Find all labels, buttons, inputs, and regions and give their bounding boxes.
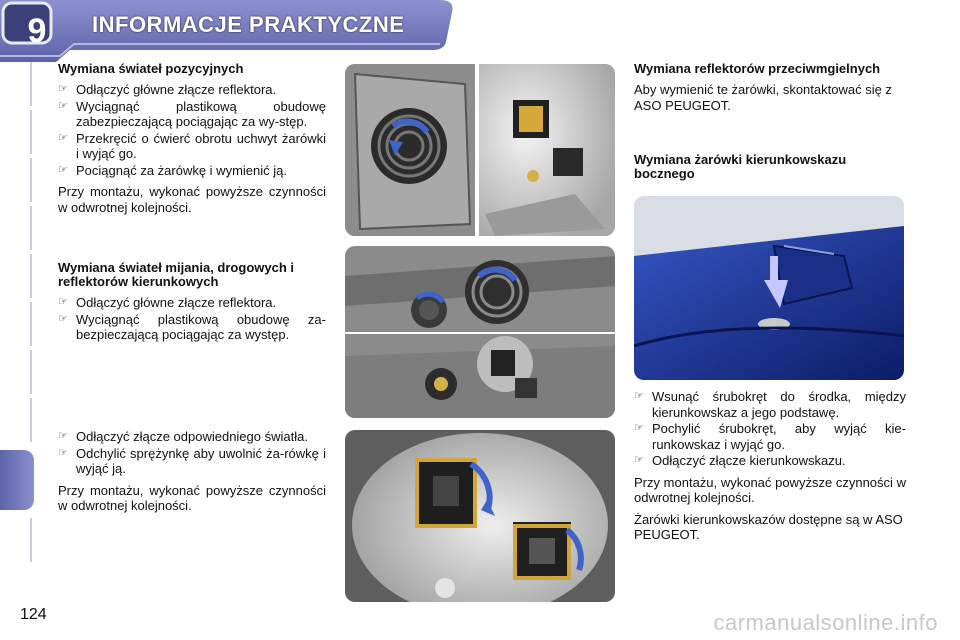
photo-headlamp-bulb-covers — [345, 246, 615, 418]
pointing-hand-icon: ☞ — [634, 422, 644, 434]
chapter-number: 9 — [27, 12, 47, 50]
list-item: ☞ Odłączyć złącze odpowiedniego światła. — [58, 429, 308, 444]
watermark: carmanualsonline.info — [713, 610, 938, 635]
chapter-tab-active[interactable] — [0, 450, 34, 510]
pointing-hand-icon: ☞ — [58, 446, 68, 459]
chapter-tab[interactable] — [0, 62, 32, 106]
photo-headlamp-rear — [345, 64, 615, 236]
list-item: ☞ Wsunąć śrubokręt do środka, między kierunkowskaz a jego podstawę. — [634, 389, 906, 420]
chapter-tab[interactable] — [0, 110, 32, 154]
fog-lamps-text: Aby wymienić te żarówki, skontaktować się z ASO PEUGEOT. — [634, 82, 892, 113]
column-right — [634, 62, 906, 187]
chapter-tab[interactable] — [0, 350, 32, 394]
pointing-hand-icon: ☞ — [58, 131, 68, 144]
column-right-lower — [634, 389, 906, 549]
list-item: ☞ Odłączyć złącze kierunkowskazu. — [634, 453, 846, 468]
column-left-lower — [58, 429, 326, 520]
section-heading-dipped-main-beam: Wymiana świateł mijania, drogowych i reflektorów kierunkowych — [58, 260, 294, 289]
list-item: ☞ Pochylić śrubokręt, aby wyjąć kie-runkowskaz i wyjąć go. — [634, 421, 906, 452]
pointing-hand-icon: ☞ — [634, 454, 644, 466]
photo-headlamp-bulb-springs — [345, 430, 615, 602]
list-item: ☞ Pociągnąć za żarówkę i wymienić ją. — [58, 162, 287, 178]
pointing-hand-icon: ☞ — [58, 296, 68, 308]
section-heading-side-indicator: Wymiana żarówki kierunkowskazu bocznego — [634, 152, 847, 181]
section-heading-fog-lamps: Wymiana reflektorów przeciwmgielnych — [634, 61, 881, 76]
list-item: ☞ Wyciągnąć plastikową obudowę zabezpieczającą pociągając za wy-stęp. — [58, 98, 326, 129]
pointing-hand-icon: ☞ — [58, 99, 68, 112]
note-reassembly: Przy montażu, wykonać powyższe czynności w odwrotnej kolejności. — [634, 474, 906, 505]
note-reassembly: Przy montażu, wykonać powyższe czynności w odwrotnej kolejności. — [58, 482, 326, 513]
list-item: ☞ Odchylić sprężynkę aby uwolnić ża-rówkę i wyjąć ją. — [58, 445, 326, 476]
pointing-hand-icon: ☞ — [58, 163, 68, 176]
pointing-hand-icon: ☞ — [58, 312, 68, 325]
steps-position-lights — [58, 82, 326, 178]
chapter-tab[interactable] — [0, 158, 32, 202]
header-bar — [0, 0, 960, 62]
photo-side-indicator-mirror — [634, 196, 904, 380]
page-number: 124 — [20, 606, 47, 623]
chapter-tab[interactable] — [0, 302, 32, 346]
section-heading-position-lights: Wymiana świateł pozycyjnych — [58, 61, 244, 76]
chapter-tab[interactable] — [0, 518, 32, 562]
steps-bulb-removal — [58, 429, 326, 477]
chapter-tabs — [0, 62, 34, 582]
note-reassembly: Przy montażu, wykonać powyższe czynności w odwrotnej kolejności. — [58, 184, 326, 215]
chapter-tab[interactable] — [0, 254, 32, 298]
pointing-hand-icon: ☞ — [58, 430, 68, 442]
column-left — [58, 62, 326, 349]
list-item: ☞ Wyciągnąć plastikową obudowę za-bezpieczającą pociągając za występ. — [58, 311, 326, 342]
pointing-hand-icon: ☞ — [634, 390, 644, 402]
chapter-tab[interactable] — [0, 398, 32, 442]
list-item: ☞ Odłączyć główne złącze reflektora. — [58, 295, 277, 310]
pointing-hand-icon: ☞ — [58, 83, 68, 95]
steps-side-indicator — [634, 389, 906, 469]
steps-dipped-main-beam — [58, 295, 326, 343]
list-item: ☞ Przekręcić o ćwierć obrotu uchwyt żarówki i wyjąć go. — [58, 130, 326, 161]
chapter-tab[interactable] — [0, 206, 32, 250]
note-bulbs-availability: Żarówki kierunkowskazów dostępne są w ASO PEUGEOT. — [634, 511, 903, 542]
page-title: INFORMACJE PRAKTYCZNE — [92, 12, 405, 37]
list-item: ☞ Odłączyć główne złącze reflektora. — [58, 82, 277, 97]
